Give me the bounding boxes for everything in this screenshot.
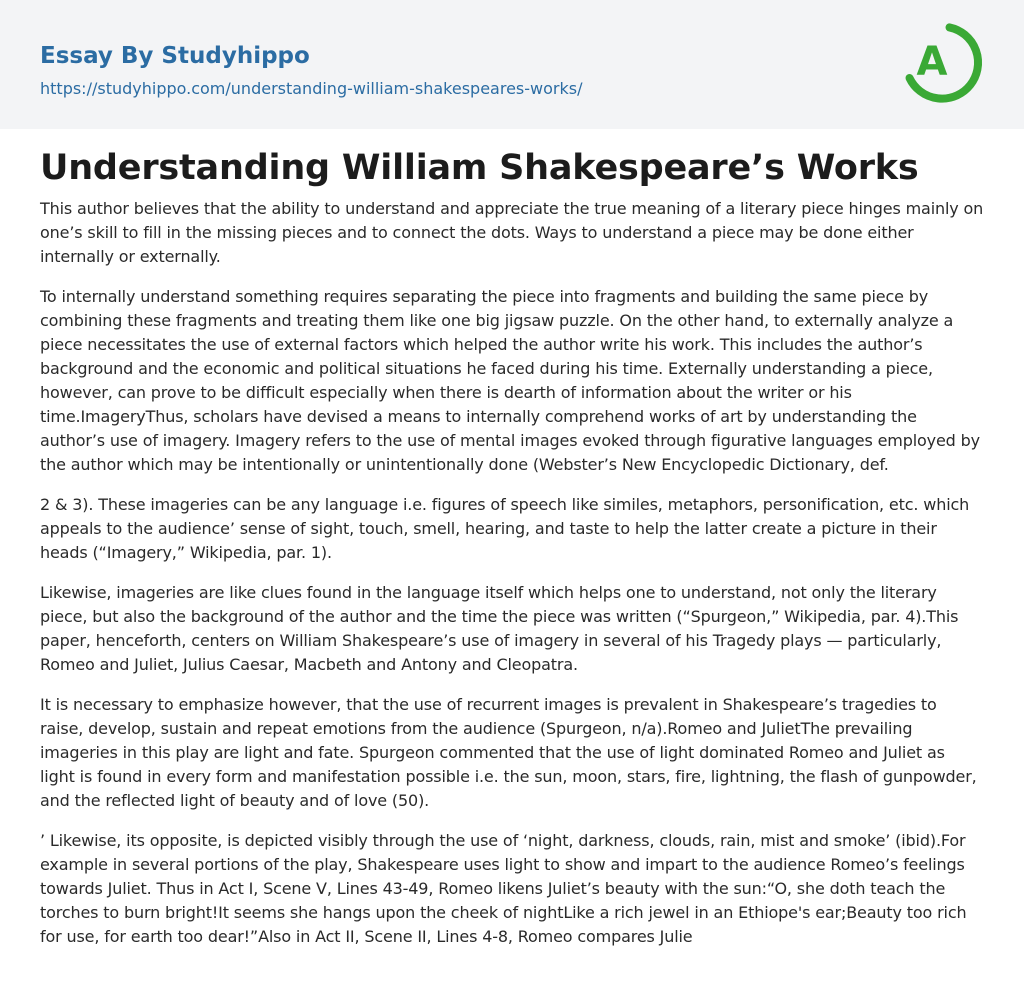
article-paragraph: This author believes that the ability to understand and appreciate the true meaning of a literary piece hinges mainly on one’s skill to fill in the missing pieces and to connect the dots. Ways to understand a piece may be done either internally or externally.	[40, 199, 984, 266]
article	[0, 147, 1024, 949]
article-paragraph: Likewise, imageries are like clues found in the language itself which helps one to understand, not only the literary piece, but also the background of the author and the time the piece was written (“Spurgeon,” Wikipedia, par. 4).This paper, henceforth, centers on William Shakespeare’s use of imagery in several of his Tragedy plays — particularly, Romeo and Juliet, Julius Caesar, Macbeth and Antony and Cleopatra.	[40, 583, 959, 674]
article-paragraph: It is necessary to emphasize however, that the use of recurrent images is prevalent in Shakespeare’s tragedies to raise, develop, sustain and repeat emotions from the audience (Spurgeon, n/a).Romeo and JulietThe prevailing imageries in this play are light and fate. Spurgeon commented that the use of light dominated Romeo and Juliet as light is found in every form and manifestation possible i.e. the sun, moon, stars, fire, lightning, the flash of gunpowder, and the reflected light of beauty and of love (50).	[40, 695, 977, 810]
page-url-link[interactable]: https://studyhippo.com/understanding-william-shakespeares-works/	[40, 79, 583, 98]
logo-letter: A	[916, 39, 948, 85]
article-paragraph: 2 & 3). These imageries can be any language i.e. figures of speech like similes, metaphors, personification, etc. which appeals to the audience’ sense of sight, touch, smell, hearing, and taste to help the latter create a picture in their heads (“Imagery,” Wikipedia, par. 1).	[40, 495, 970, 562]
site-header	[0, 0, 1024, 129]
site-title[interactable]: Essay By Studyhippo	[40, 43, 310, 69]
article-paragraph: ’ Likewise, its opposite, is depicted visibly through the use of ‘night, darkness, clouds, rain, mist and smoke’ (ibid).For example in several portions of the play, Shakespeare uses light to show and impart to the audience Romeo’s feelings towards Juliet. Thus in Act I, Scene V, Lines 43-49, Romeo likens Juliet’s beauty with the sun:“O, she doth teach the torches to burn bright!It seems she hangs upon the cheek of nightLike a rich jewel in an Ethiope's ear;Beauty too rich for use, for earth too dear!”Also in Act II, Scene II, Lines 4-8, Romeo compares Julie	[40, 831, 967, 946]
page-title: Understanding William Shakespeare’s Works	[40, 148, 919, 188]
studyhippo-logo-icon[interactable]	[899, 19, 985, 105]
article-paragraph: To internally understand something requires separating the piece into fragments and building the same piece by combining these fragments and treating them like one big jigsaw puzzle. On the other hand, to externally analyze a piece necessitates the use of external factors which helped the author write his work. This includes the author’s background and the economic and political situations he faced during his time. Externally understanding a piece, however, can prove to be difficult especially when there is dearth of information about the writer or his time.ImageryThus, scholars have devised a means to internally comprehend works of art by understanding the author’s use of imagery. Imagery refers to the use of mental images evoked through figurative languages employed by the author which may be intentionally or unintentionally done (Webster’s New Encyclopedic Dictionary, def.	[40, 287, 980, 474]
